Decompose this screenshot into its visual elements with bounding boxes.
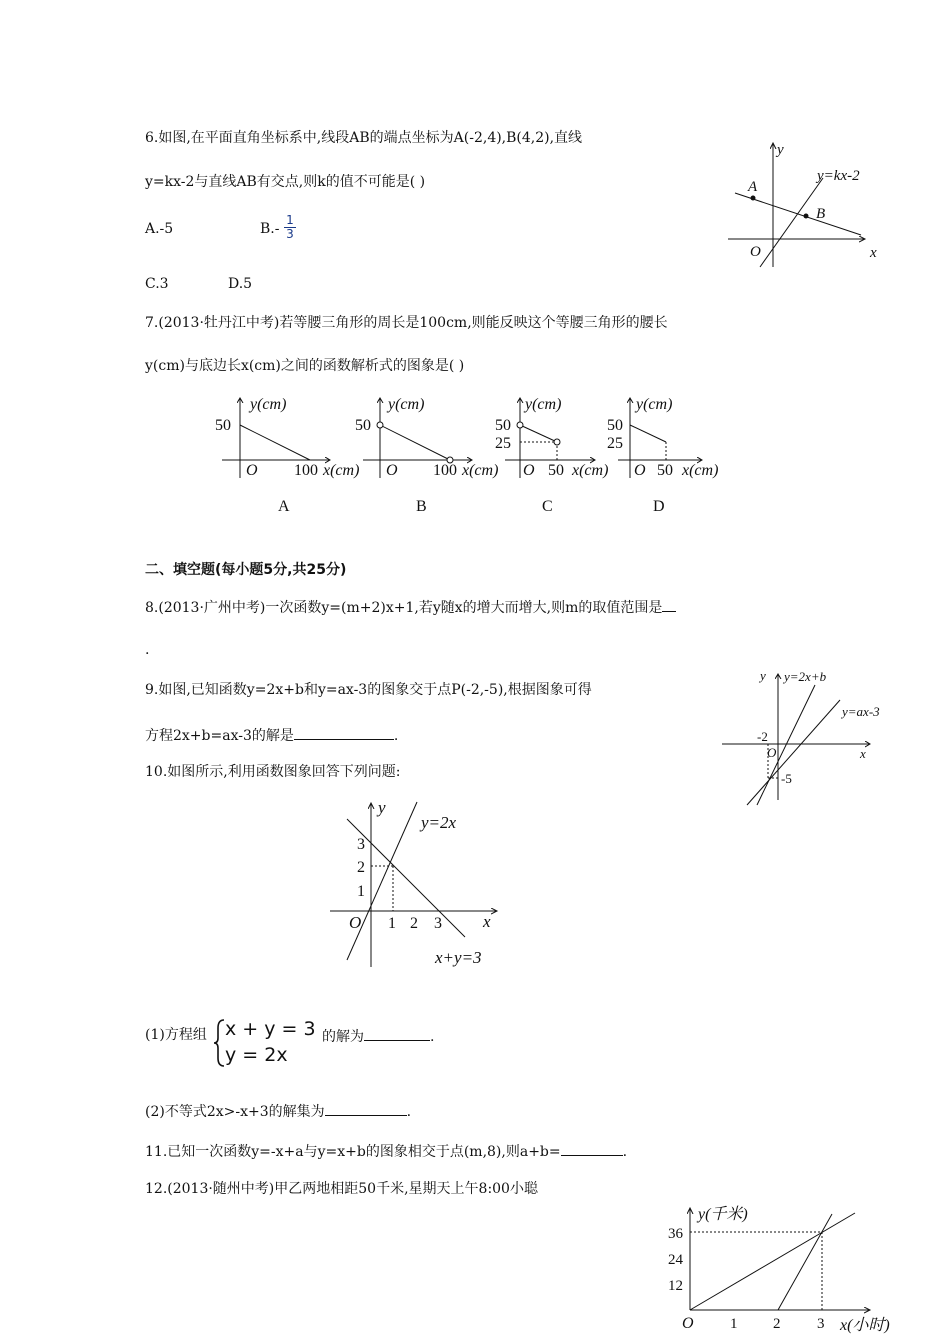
q10-sub1-suffix: 的解为 <box>322 1029 364 1045</box>
graph-a-x100: 100 <box>294 462 318 479</box>
line2-label: x+y=3 <box>435 948 482 967</box>
graph-b-open-point-top <box>377 422 383 428</box>
origin-label: O <box>682 1315 694 1332</box>
line1-label: y=2x+b <box>784 669 827 684</box>
graph-c-xlabel: x(cm) <box>572 462 609 479</box>
line2-label: y=ax-3 <box>842 704 880 719</box>
x-axis-label: x <box>870 245 877 261</box>
q10-sub2-answer-blank[interactable] <box>325 1101 407 1116</box>
graph-a <box>215 396 359 515</box>
line-2 <box>778 1214 832 1310</box>
q10-sub2 <box>145 1101 411 1121</box>
graph-a-xlabel: x(cm) <box>323 462 360 479</box>
q11-text: 11.已知一次函数y=-x+a与y=x+b的图象相交于点(m,8),则a+b= <box>145 1144 561 1160</box>
graph-d-ylabel: y(cm) <box>636 396 673 413</box>
q7-graphs <box>210 392 740 518</box>
y-axis-label: y(千米) <box>698 1206 748 1223</box>
q11 <box>145 1141 627 1161</box>
q10-sub1-prefix: (1)方程组 <box>145 1027 207 1043</box>
y-axis-label: y <box>378 798 386 817</box>
svg-text:x(小时) <box>839 1316 890 1334</box>
tick-y1: 1 <box>357 883 365 900</box>
svg-text:y(cm) <box>523 396 561 413</box>
tick-minus-5: -5 <box>781 771 792 786</box>
graph-b-origin: O <box>386 462 398 479</box>
graph-c-origin: O <box>523 462 535 479</box>
line-kx-minus-2 <box>760 178 826 267</box>
graph-b-ylabel: y(cm) <box>388 396 425 413</box>
q6-option-c: C.3 <box>145 276 169 292</box>
svg-text:y(千米) <box>696 1205 748 1223</box>
tick-x1: 1 <box>388 915 396 932</box>
q7-line2: y(cm)与底边长x(cm)之间的函数解析式的图象是( ) <box>145 358 465 374</box>
q9-figure <box>720 665 890 810</box>
graph-c <box>495 396 608 515</box>
graph-d-x50: 50 <box>657 462 673 479</box>
x-axis-label: x(小时) <box>840 1317 890 1334</box>
graph-c-y50: 50 <box>495 417 511 434</box>
q6-option-b: B.- <box>260 221 280 237</box>
graph-a-y50: 50 <box>215 417 231 434</box>
fraction-denominator: 3 <box>286 227 294 241</box>
graph-b-line <box>380 425 450 460</box>
graph-b-xlabel: x(cm) <box>462 462 499 479</box>
q12-text: 12.(2013·随州中考)甲乙两地相距50千米,星期天上午8:00小聪 <box>145 1181 538 1197</box>
q9-text: 方程2x+b=ax-3的解是 <box>145 728 294 744</box>
line-1 <box>690 1213 855 1310</box>
point-b <box>804 214 809 219</box>
line-2x-plus-b <box>757 685 815 805</box>
q10-sub1-end: . <box>430 1029 435 1045</box>
q10-line1: 10.如图所示,利用函数图象回答下列问题: <box>145 764 401 780</box>
q6-option-a: A.-5 <box>145 221 174 237</box>
graph-c-x50: 50 <box>548 462 564 479</box>
point-a-label: A <box>748 179 758 195</box>
graph-c-open-point-top <box>517 422 523 428</box>
graph-b-y50: 50 <box>355 417 371 434</box>
q6-line1: 6.如图,在平面直角坐标系中,线段AB的端点坐标为A(-2,4),B(4,2),直线 <box>145 130 583 146</box>
q9-end: . <box>393 728 399 744</box>
graph-c-open-point-right <box>554 439 560 445</box>
q10-eq1: x + y = 3 <box>225 1018 316 1040</box>
tick-x2: 2 <box>410 915 418 932</box>
section-2-title: 二、填空题(每小题5分,共25分) <box>145 562 347 578</box>
q10-figure <box>325 797 515 977</box>
q8-text: 8.(2013·广州中考)一次函数y=(m+2)x+1,若y随x的增大而增大,则m的取值范围是 <box>145 600 663 616</box>
tick-x1: 1 <box>730 1316 738 1332</box>
q11-end: . <box>622 1144 628 1160</box>
q8-answer-blank[interactable] <box>662 597 676 612</box>
q10-sub2-text: (2)不等式2x>-x+3的解集为 <box>145 1104 325 1120</box>
graph-d-label: D <box>653 498 665 515</box>
svg-text:y(cm) <box>634 396 672 413</box>
tick-x3: 3 <box>434 915 442 932</box>
graph-d-line <box>630 425 666 442</box>
tick-x3: 3 <box>817 1316 825 1332</box>
graph-d-origin: O <box>634 462 646 479</box>
q8-line1 <box>145 597 676 617</box>
graph-d-y50: 50 <box>607 417 623 434</box>
svg-text:y(cm) <box>248 396 286 413</box>
fraction-numerator: 1 <box>284 214 296 228</box>
line-label: y=kx-2 <box>817 168 860 184</box>
q9-line1: 9.如图,已知函数y=2x+b和y=ax-3的图象交于点P(-2,-5),根据图象可得 <box>145 682 592 698</box>
origin-label: O <box>767 745 777 760</box>
tick-y36: 36 <box>668 1226 683 1242</box>
tick-y2: 2 <box>357 859 365 876</box>
graph-c-label: C <box>542 498 553 515</box>
point-a <box>751 196 756 201</box>
graph-a-line <box>240 425 310 460</box>
tick-minus-2: -2 <box>757 729 768 744</box>
graph-b-label: B <box>416 498 427 515</box>
q9-answer-blank[interactable] <box>294 725 394 740</box>
tick-y3: 3 <box>357 836 365 853</box>
graph-b <box>355 396 498 515</box>
q8-line2: . <box>145 642 150 658</box>
graph-a-label: A <box>278 498 290 515</box>
point-b-label: B <box>816 206 826 222</box>
q12-figure <box>660 1200 900 1344</box>
graph-b-x100: 100 <box>433 462 457 479</box>
graph-a-ylabel: y(cm) <box>250 396 287 413</box>
q9-line2 <box>145 725 398 745</box>
graph-c-y25: 25 <box>495 435 511 452</box>
graph-a-origin: O <box>246 462 258 479</box>
q6-figure <box>720 135 890 275</box>
line1-label: y=2x <box>421 813 457 832</box>
origin-label: O <box>750 244 761 260</box>
graph-d-y25: 25 <box>607 435 623 452</box>
tick-y24: 24 <box>668 1252 683 1268</box>
q6-line2: y=kx-2与直线AB有交点,则k的值不可能是( ) <box>145 174 426 190</box>
line-ax-minus-3 <box>747 700 840 805</box>
q6-option-d: D.5 <box>228 276 253 292</box>
q11-answer-blank[interactable] <box>561 1141 623 1156</box>
origin-label: O <box>349 913 362 932</box>
graph-c-line <box>520 425 557 442</box>
graph-d-xlabel: x(cm) <box>682 462 719 479</box>
q10-sub1-answer-blank[interactable] <box>364 1026 430 1041</box>
graph-c-ylabel: y(cm) <box>525 396 562 413</box>
graph-d <box>607 396 718 515</box>
q7-line1: 7.(2013·牡丹江中考)若等腰三角形的周长是100cm,则能反映这个等腰三角形的腰长 <box>145 315 668 331</box>
q10-eq2: y = 2x <box>225 1044 288 1066</box>
y-axis-label: y <box>777 142 784 158</box>
svg-text:y(cm) <box>386 396 424 413</box>
q10-sub2-end: . <box>406 1104 412 1120</box>
x-axis-label: x <box>483 912 491 931</box>
q6-option-b-fraction <box>284 214 296 241</box>
y-axis-label: y <box>760 668 766 683</box>
tick-x2: 2 <box>773 1316 781 1332</box>
x-axis-label: x <box>860 746 866 761</box>
q10-sub1-tail <box>322 1026 434 1046</box>
tick-y12: 12 <box>668 1278 683 1294</box>
line-y-2x <box>347 802 417 960</box>
